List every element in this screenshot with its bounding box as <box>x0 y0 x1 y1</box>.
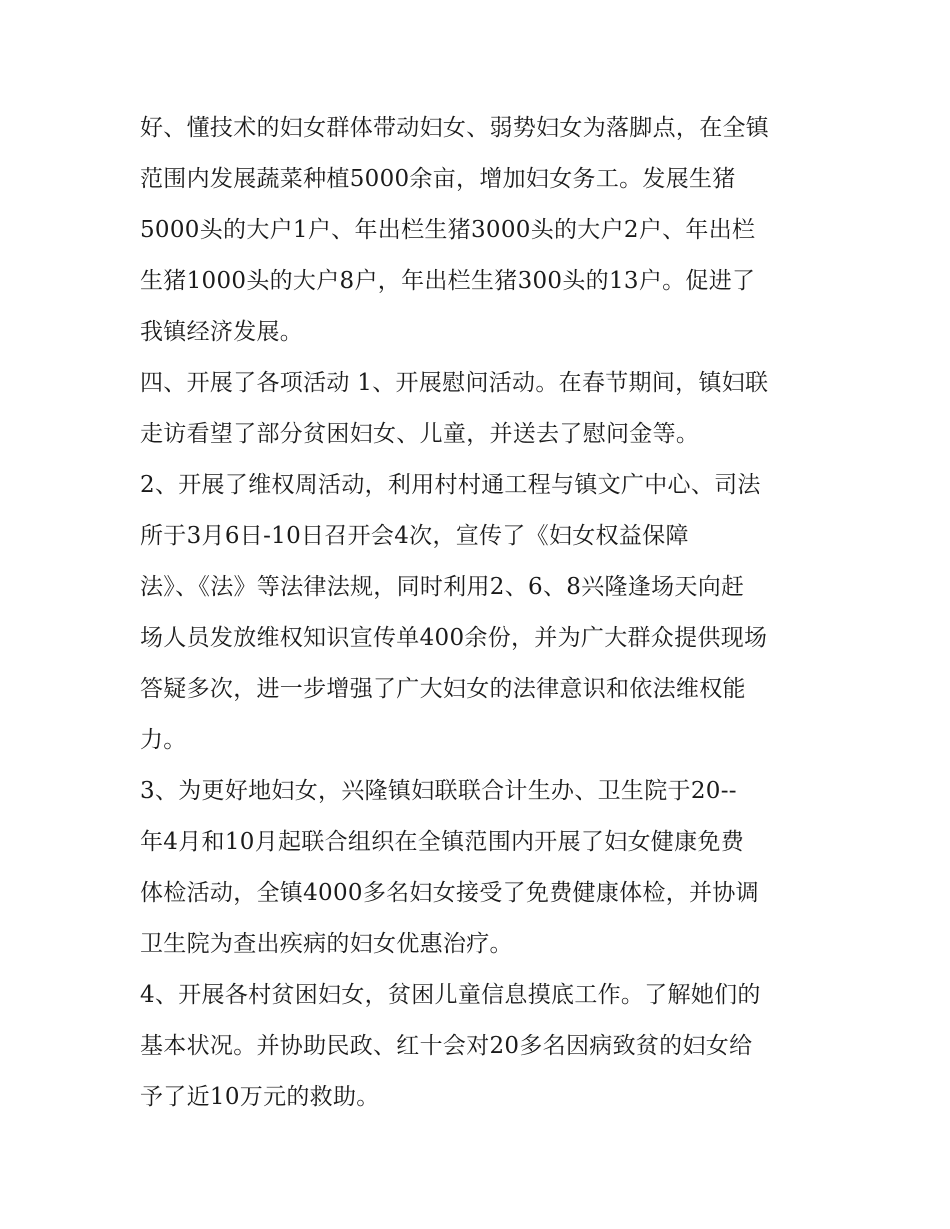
text-line: 卫生院为查出疾病的妇女优惠治疗。 <box>140 931 513 957</box>
text-line: 年4月和10月起联合组织在全镇范围内开展了妇女健康免费 <box>140 829 744 855</box>
text-line: 所于3月6日-10日召开会4次，宣传了《妇女权益保障 <box>140 523 689 549</box>
text-line: 范围内发展蔬菜种植5000余亩，增加妇女务工。发展生猪 <box>140 166 736 192</box>
text-line: 生猪1000头的大户8户，年出栏生猪300头的13户。促进了 <box>140 268 756 294</box>
text-line: 基本状况。并协助民政、红十会对20多名因病致贫的妇女给 <box>140 1033 753 1059</box>
text-line: 2、开展了维权周活动，利用村村通工程与镇文广中心、司法 <box>140 472 761 498</box>
text-line: 好、懂技术的妇女群体带动妇女、弱势妇女为落脚点，在全镇 <box>140 115 770 141</box>
text-line: 4、开展各村贫困妇女，贫困儿童信息摸底工作。了解她们的 <box>140 982 761 1008</box>
text-line: 走访看望了部分贫困妇女、儿童，并送去了慰问金等。 <box>140 421 700 447</box>
text-line: 场人员发放维权知识宣传单400余份，并为广大群众提供现场 <box>140 625 768 651</box>
text-line: 我镇经济发展。 <box>140 319 304 345</box>
text-line: 力。 <box>140 727 187 753</box>
text-line: 四、开展了各项活动 1、开展慰问活动。在春节期间，镇妇联 <box>140 370 769 396</box>
text-line: 答疑多次，进一步增强了广大妇女的法律意识和依法维权能 <box>140 676 746 702</box>
text-line: 法》、《法》等法律法规，同时利用2、6、8兴隆逢场天向赶 <box>140 574 745 600</box>
text-line: 予了近10万元的救助。 <box>140 1084 380 1110</box>
text-line: 3、为更好地妇女，兴隆镇妇联联合计生办、卫生院于20-- <box>140 778 737 804</box>
text-line: 体检活动，全镇4000多名妇女接受了免费健康体检，并协调 <box>140 880 759 906</box>
text-line: 5000头的大户1户、年出栏生猪3000头的大户2户、年出栏 <box>140 217 756 243</box>
